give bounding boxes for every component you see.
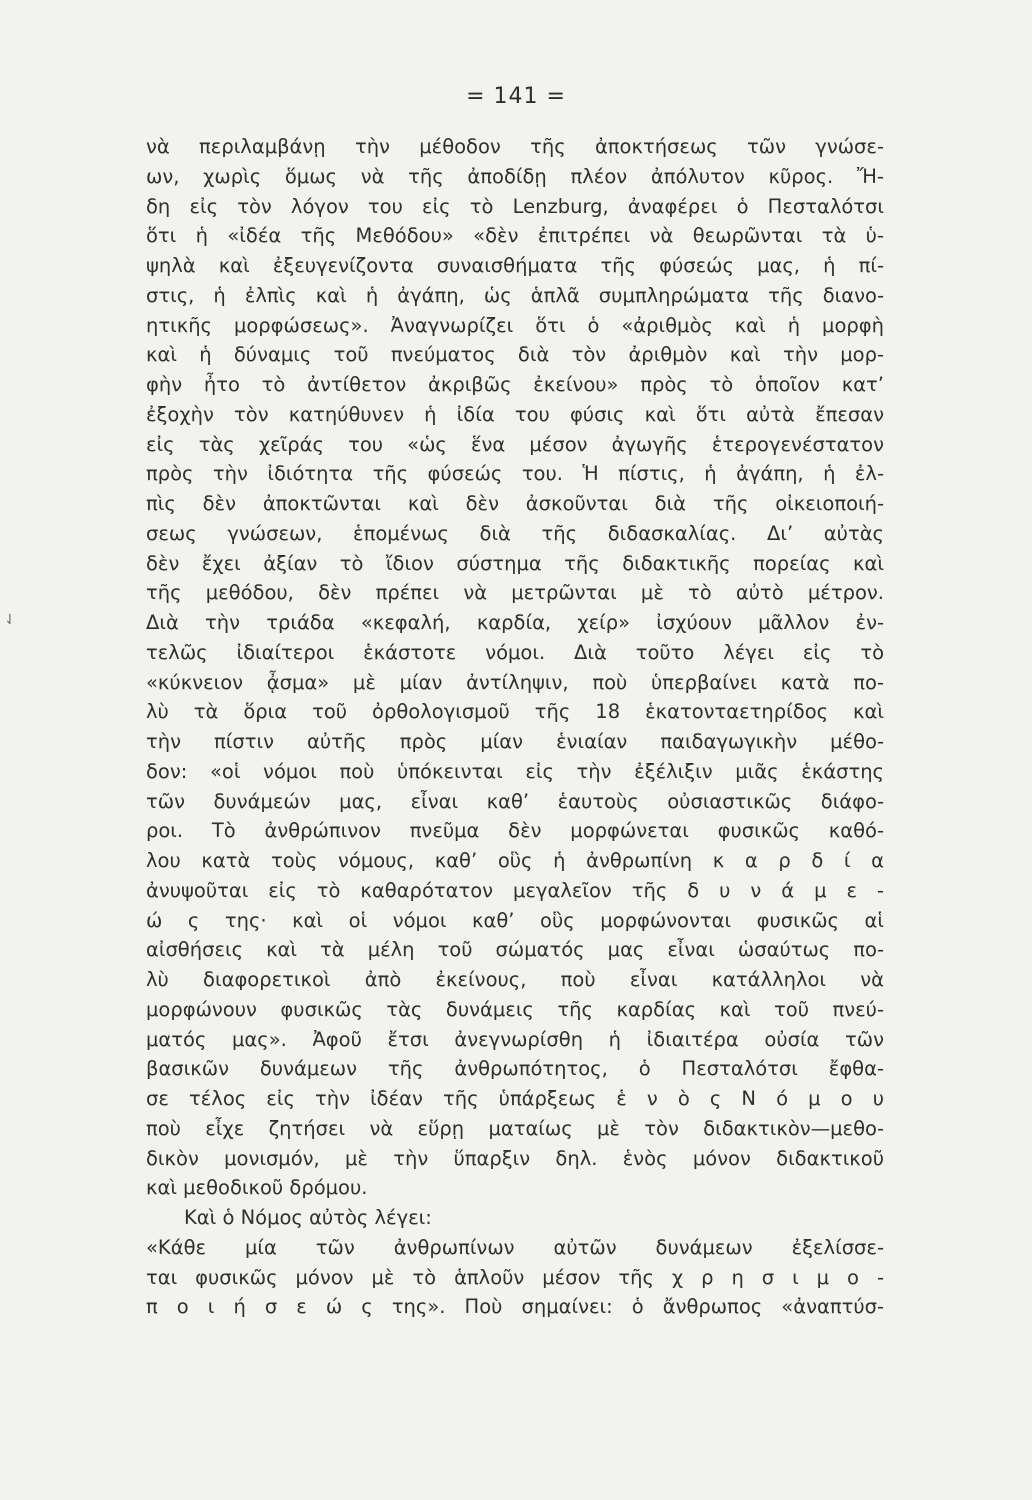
text-line: πὶς δὲν ἀποκτῶνται καὶ δὲν ἀσκοῦνται διὰ τῆς οἰκειοποιή- — [146, 492, 884, 515]
text-line: αἰσθήσεις καὶ τὰ μέλη τοῦ σώματός μας εἶναι ὡσαύτως πο- — [146, 938, 884, 962]
text-line: καὶ μεθοδικοῦ δρόμου. — [146, 1176, 368, 1200]
text-line: Διὰ τὴν τριάδα «κεφαλή, καρδία, χείρ» ἰσχύουν μᾶλλον ἐν- — [146, 611, 884, 634]
text-line: φὴν ἦτο τὸ ἀντίθετον ἀκριβῶς ἐκείνου» πρὸς τὸ ὁποῖον κατ’ — [146, 373, 884, 396]
text-line: ητικῆς μορφώσεως». Ἀναγνωρίζει ὅτι ὁ «ἀριθμὸς καὶ ἡ μορφὴ — [146, 313, 884, 337]
text-line: ποὺ εἶχε ζητήσει νὰ εὕρῃ ματαίως μὲ τὸν διδακτικὸν—μεθο- — [146, 1116, 884, 1140]
text-line: τῆς μεθόδου, δὲν πρέπει νὰ μετρῶνται μὲ τὸ αὐτὸ μέτρον. — [146, 581, 884, 605]
text-line: δικὸν μονισμόν, μὲ τὴν ὕπαρξιν δηλ. ἑνὸς μόνον διδακτικοῦ — [146, 1146, 884, 1170]
text-line: «κύκνειον ᾆσμα» μὲ μίαν ἀντίληψιν, ποὺ ὑπερβαίνει κατὰ πο- — [146, 670, 884, 694]
text-line: δη εἰς τὸν λόγον του εἰς τὸ Lenzburg, ἀναφέρει ὁ Πεσταλότσι — [146, 194, 884, 218]
text-line: νὰ περιλαμβάνῃ τὴν μέθοδον τῆς ἀποκτήσεως τῶν γνώσε- — [146, 135, 884, 158]
text-line: ώ ς της· καὶ οἱ νόμοι καθ’ οὓς μορφώνονται φυσικῶς αἱ — [146, 908, 884, 932]
text-line: στις, ἡ ἐλπὶς καὶ ἡ ἀγάπη, ὡς ἁπλᾶ συμπληρώματα τῆς διανο- — [146, 283, 884, 307]
text-line: μορφώνουν φυσικῶς τὰς δυνάμεις τῆς καρδίας καὶ τοῦ πνεύ- — [146, 997, 884, 1021]
text-line: π ο ι ή σ ε ώ ς της». Ποὺ σημαίνει: ὁ ἄνθρωπος «ἀναπτύσ- — [146, 1295, 884, 1319]
text-line: λὺ τὰ ὅρια τοῦ ὀρθολογισμοῦ τῆς 18 ἑκατονταετηρίδος καὶ — [146, 700, 884, 724]
text-line: σε τέλος εἰς τὴν ἰδέαν τῆς ὑπάρξεως ἑ ν ὸ ς Ν ό μ ο υ — [146, 1087, 884, 1110]
text-line: τελῶς ἰδιαίτεροι ἑκάστοτε νόμοι. Διὰ τοῦτο λέγει εἰς τὸ — [146, 640, 884, 664]
text-line: καὶ ἡ δύναμις τοῦ πνεύματος διὰ τὸν ἀριθμὸν καὶ τὴν μορ- — [146, 343, 884, 367]
page-number: = 141 = — [466, 84, 566, 109]
margin-mark: ⇃ — [4, 612, 16, 628]
text-line: εἰς τὰς χεῖράς του «ὡς ἕνα μέσον ἀγωγῆς ἑτερογενέστατον — [146, 432, 884, 456]
text-line: λὺ διαφορετικοὶ ἀπὸ ἐκείνους, ποὺ εἶναι κατάλληλοι νὰ — [146, 968, 884, 991]
text-line: τὴν πίστιν αὐτῆς πρὸς μίαν ἑνιαίαν παιδαγωγικὴν μέθο- — [146, 730, 884, 753]
text-line: βασικῶν δυνάμεων τῆς ἀνθρωπότητος, ὁ Πεσταλότσι ἔφθα- — [146, 1057, 884, 1081]
text-line: ματός μας». Ἀφοῦ ἔτσι ἀνεγνωρίσθη ἡ ἰδιαιτέρα οὐσία τῶν — [146, 1027, 884, 1051]
text-line: τῶν δυνάμεών μας, εἶναι καθ’ ἑαυτοὺς οὐσιαστικῶς διάφο- — [146, 789, 884, 813]
text-line: Καὶ ὁ Νόμος αὐτὸς λέγει: — [184, 1206, 432, 1229]
text-line: «Κάθε μία τῶν ἀνθρωπίνων αὐτῶν δυνάμεων ἐξελίσσε- — [146, 1235, 884, 1259]
text-line: σεως γνώσεων, ἑπομένως διὰ τῆς διδασκαλίας. Δι’ αὐτὰς — [146, 521, 884, 545]
text-line: δὲν ἔχει ἀξίαν τὸ ἴδιον σύστημα τῆς διδακτικῆς πορείας καὶ — [146, 551, 884, 575]
text-line: ψηλὰ καὶ ἐξευγενίζοντα συναισθήματα τῆς φύσεώς μας, ἡ πί- — [146, 254, 884, 277]
text-line: ται φυσικῶς μόνον μὲ τὸ ἁπλοῦν μέσον τῆς χ ρ η σ ι μ ο - — [146, 1265, 884, 1289]
text-line: ων, χωρὶς ὅμως νὰ τῆς ἀποδίδῃ πλέον ἀπόλυτον κῦρος. Ἤ- — [146, 164, 884, 188]
body-text — [146, 132, 884, 1322]
text-line: ἀνυψοῦται εἰς τὸ καθαρότατον μεγαλεῖον τῆς δ υ ν ά μ ε - — [146, 878, 884, 902]
text-line: πρὸς τὴν ἰδιότητα τῆς φύσεώς του. Ἡ πίστις, ἡ ἀγάπη, ἡ ἐλ- — [146, 462, 884, 486]
text-line: ροι. Τὸ ἀνθρώπινον πνεῦμα δὲν μορφώνεται φυσικῶς καθό- — [146, 819, 884, 843]
text-line: λου κατὰ τοὺς νόμους, καθ’ οὓς ἡ ἀνθρωπίνη κ α ρ δ ί α — [146, 849, 884, 872]
text-line: ἐξοχὴν τὸν κατηύθυνεν ἡ ἰδία του φύσις καὶ ὅτι αὐτὰ ἔπεσαν — [146, 402, 884, 426]
text-line: ὅτι ἡ «ἰδέα τῆς Μεθόδου» «δὲν ἐπιτρέπει νὰ θεωρῶνται τὰ ὑ- — [146, 224, 884, 248]
text-line: δον: «οἱ νόμοι ποὺ ὑπόκεινται εἰς τὴν ἐξέλιξιν μιᾶς ἑκάστης — [146, 759, 884, 783]
